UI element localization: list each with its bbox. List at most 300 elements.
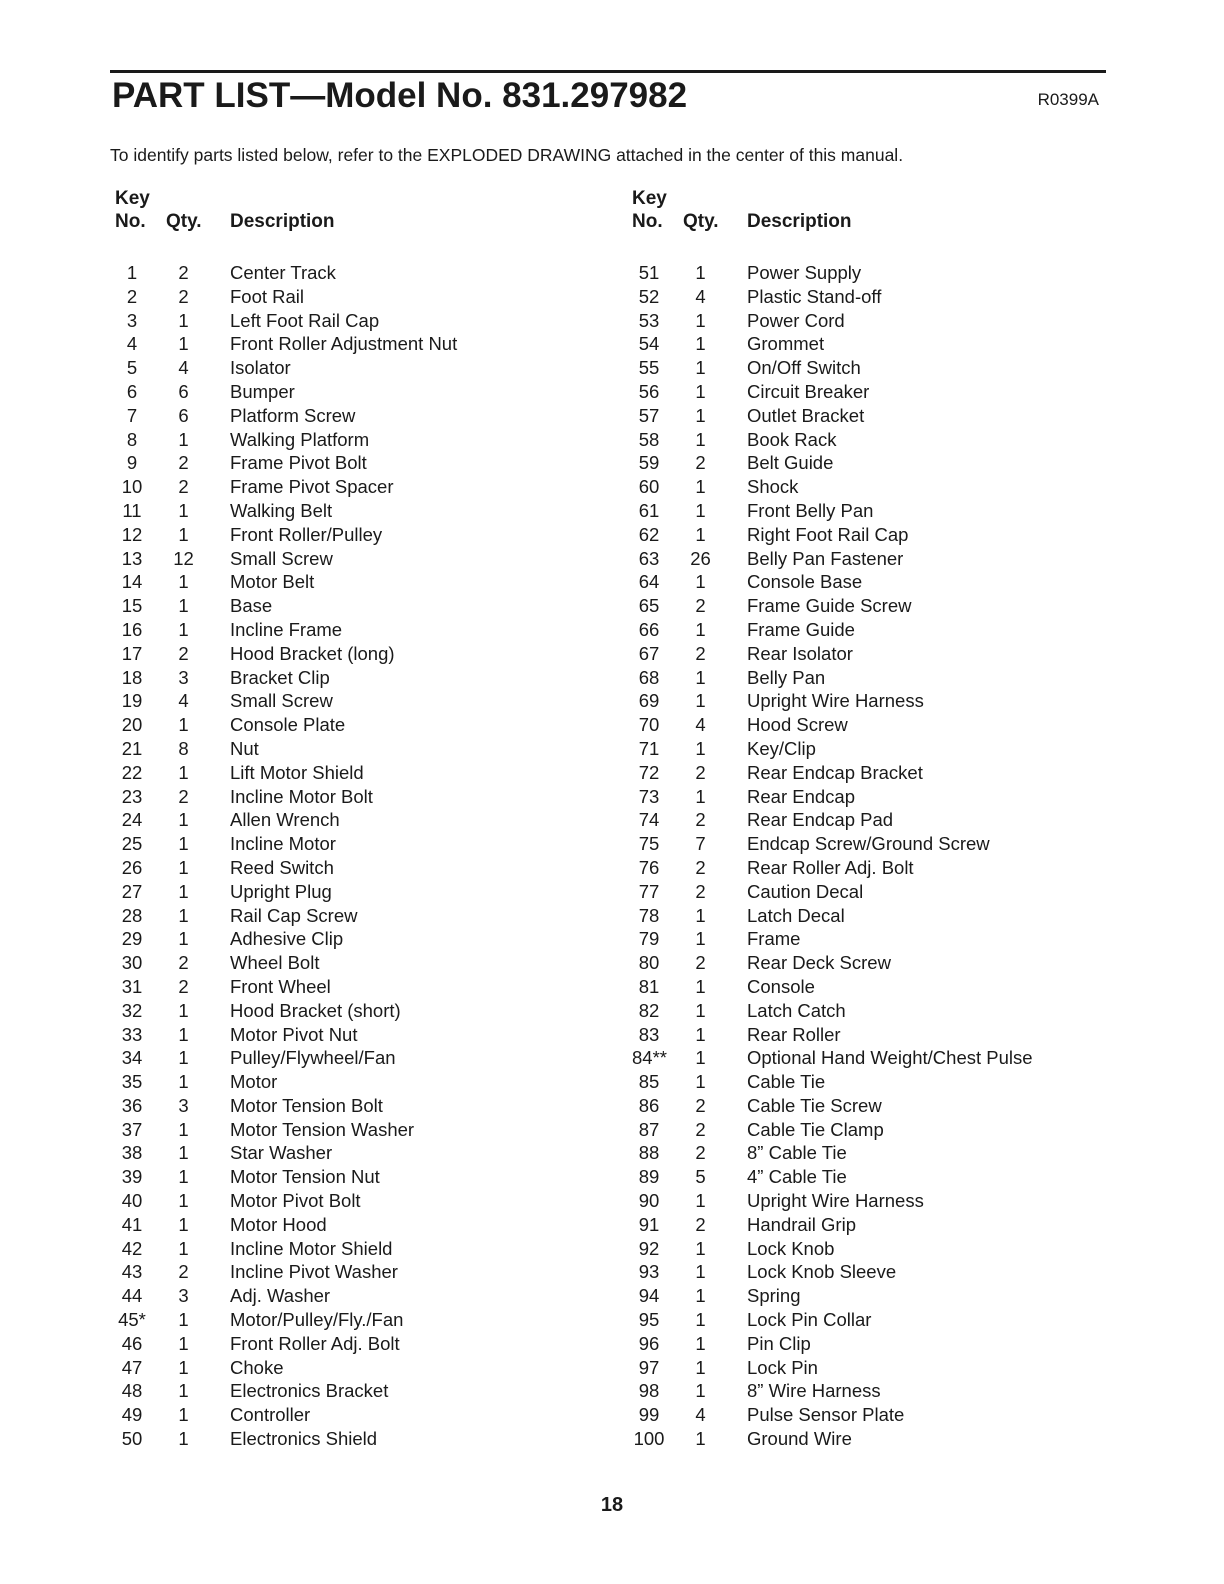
part-key-number: 67 — [638, 642, 660, 664]
part-description: Right Foot Rail Cap — [747, 523, 909, 545]
part-quantity: 1 — [695, 1332, 706, 1354]
part-key-number: 13 — [121, 547, 143, 569]
part-description: Incline Motor Shield — [230, 1237, 393, 1259]
part-description: Allen Wrench — [230, 809, 340, 831]
part-quantity: 1 — [178, 618, 189, 640]
part-description: Front Roller Adjustment Nut — [230, 333, 458, 355]
part-key-number: 91 — [638, 1213, 660, 1235]
part-quantity: 1 — [178, 928, 189, 950]
part-key-number: 63 — [638, 547, 660, 569]
part-key-number: 59 — [638, 452, 660, 474]
part-quantity: 1 — [695, 571, 706, 593]
part-key-number: 21 — [121, 737, 143, 759]
part-quantity: 1 — [178, 904, 189, 926]
part-quantity: 1 — [695, 262, 706, 283]
part-key-number: 72 — [638, 761, 660, 783]
part-description: Cable Tie Screw — [747, 1094, 882, 1116]
part-quantity: 1 — [695, 785, 706, 807]
part-description: Upright Wire Harness — [747, 1190, 924, 1212]
part-key-number: 39 — [121, 1166, 143, 1188]
part-key-number: 41 — [121, 1213, 143, 1235]
part-key-number: 33 — [121, 1023, 143, 1045]
part-quantity: 1 — [178, 1404, 189, 1426]
part-description: Frame Pivot Spacer — [230, 476, 394, 498]
part-description: Front Wheel — [230, 975, 331, 997]
part-key-number: 49 — [121, 1404, 143, 1426]
header-qty: Qty. — [166, 211, 202, 232]
part-key-number: 64 — [638, 571, 660, 593]
part-quantity: 12 — [173, 547, 194, 569]
part-quantity: 1 — [695, 666, 706, 688]
part-key-number: 45* — [118, 1309, 146, 1331]
part-description: Small Screw — [230, 547, 333, 569]
part-description: Upright Wire Harness — [747, 690, 924, 712]
part-description: Incline Motor — [230, 833, 336, 855]
part-description: Motor Hood — [230, 1213, 327, 1235]
part-description: Wheel Bolt — [230, 952, 320, 974]
part-quantity: 1 — [178, 999, 189, 1021]
part-quantity: 1 — [178, 833, 189, 855]
part-key-number: 16 — [121, 618, 143, 640]
part-key-number: 53 — [638, 309, 660, 331]
part-description: Outlet Bracket — [747, 404, 865, 426]
part-description: Spring — [747, 1285, 801, 1307]
part-quantity: 1 — [178, 714, 189, 736]
part-key-number: 22 — [121, 761, 143, 783]
part-description: Nut — [230, 737, 259, 759]
part-quantity: 6 — [178, 380, 189, 402]
part-description: Latch Catch — [747, 999, 846, 1021]
part-description: Platform Screw — [230, 404, 356, 426]
part-key-number: 78 — [638, 904, 660, 926]
header-no: No. — [632, 211, 663, 232]
page-number: 18 — [600, 1494, 624, 1516]
part-description: Book Rack — [747, 428, 837, 450]
part-key-number: 52 — [638, 285, 660, 307]
part-description: Rear Roller Adj. Bolt — [747, 856, 914, 878]
part-key-number: 74 — [638, 809, 660, 831]
part-key-number: 86 — [638, 1094, 660, 1116]
part-description: Upright Plug — [230, 880, 332, 902]
part-key-number: 31 — [121, 975, 143, 997]
part-description: Hood Bracket (long) — [230, 642, 395, 664]
part-description: Motor Pivot Bolt — [230, 1190, 361, 1212]
part-quantity: 1 — [178, 761, 189, 783]
part-key-number: 37 — [121, 1118, 143, 1140]
part-key-number: 10 — [121, 476, 143, 498]
part-quantity: 2 — [178, 476, 189, 498]
part-description: 8” Wire Harness — [747, 1380, 881, 1402]
part-quantity: 1 — [178, 1380, 189, 1402]
part-key-number: 97 — [638, 1356, 660, 1378]
part-quantity: 1 — [695, 975, 706, 997]
part-key-number: 76 — [638, 856, 660, 878]
part-description: Endcap Screw/Ground Screw — [747, 833, 990, 855]
part-key-number: 11 — [122, 499, 142, 521]
intro-text: To identify parts listed below, refer to the EXPLODED DRAWING attached in the center of this manual. — [110, 145, 904, 165]
part-key-number: 77 — [638, 880, 660, 902]
part-description: Left Foot Rail Cap — [230, 309, 380, 331]
part-description: Belly Pan — [747, 666, 826, 688]
part-key-number: 61 — [638, 499, 660, 521]
part-key-number: 2 — [126, 285, 138, 307]
part-description: Rear Deck Screw — [747, 952, 891, 974]
part-quantity: 1 — [695, 523, 706, 545]
part-quantity: 1 — [178, 809, 189, 831]
part-key-number: 80 — [638, 952, 660, 974]
part-description: Front Roller Adj. Bolt — [230, 1332, 400, 1354]
part-quantity: 1 — [178, 595, 189, 617]
part-key-number: 90 — [638, 1190, 660, 1212]
part-key-number: 29 — [121, 928, 143, 950]
part-key-number: 68 — [638, 666, 660, 688]
part-key-number: 20 — [121, 714, 143, 736]
part-key-number: 12 — [121, 523, 143, 545]
part-description: Belly Pan Fastener — [747, 547, 904, 569]
part-quantity: 2 — [178, 285, 189, 307]
part-description: Console — [747, 975, 815, 997]
part-quantity: 3 — [178, 1285, 189, 1307]
part-quantity: 1 — [178, 1023, 189, 1045]
part-description: Cable Tie Clamp — [747, 1118, 884, 1140]
part-description: Rail Cap Screw — [230, 904, 358, 926]
part-key-number: 79 — [638, 928, 660, 950]
part-key-number: 51 — [638, 262, 660, 283]
part-quantity: 4 — [695, 285, 706, 307]
part-quantity: 2 — [695, 1118, 706, 1140]
part-quantity: 2 — [695, 595, 706, 617]
part-key-number: 69 — [638, 690, 660, 712]
part-description: Motor Tension Washer — [230, 1118, 415, 1140]
part-description: Bracket Clip — [230, 666, 330, 688]
part-description: Front Roller/Pulley — [230, 523, 383, 545]
part-quantity: 1 — [695, 1356, 706, 1378]
part-description: 4” Cable Tie — [747, 1166, 847, 1188]
part-description: Motor Tension Bolt — [230, 1094, 383, 1116]
part-quantity: 1 — [695, 1428, 706, 1450]
part-quantity: 1 — [178, 1213, 189, 1235]
part-description: Motor/Pulley/Fly./Fan — [230, 1309, 404, 1331]
part-description: Choke — [230, 1356, 284, 1378]
part-description: Power Supply — [747, 262, 862, 283]
part-description: Motor — [230, 1071, 278, 1093]
part-key-number: 19 — [121, 690, 143, 712]
part-description: Star Washer — [230, 1142, 333, 1164]
part-quantity: 2 — [695, 1142, 706, 1164]
header-no: No. — [115, 211, 146, 232]
part-key-number: 32 — [121, 999, 143, 1021]
part-description: Caution Decal — [747, 880, 864, 902]
part-description: Grommet — [747, 333, 825, 355]
part-key-number: 14 — [121, 571, 143, 593]
part-key-number: 56 — [638, 380, 660, 402]
part-description: Lock Pin — [747, 1356, 818, 1378]
part-quantity: 2 — [178, 975, 189, 997]
part-quantity: 3 — [178, 666, 189, 688]
part-quantity: 1 — [695, 904, 706, 926]
part-description: Reed Switch — [230, 856, 334, 878]
part-quantity: 5 — [695, 1166, 706, 1188]
part-quantity: 1 — [695, 928, 706, 950]
part-quantity: 2 — [695, 761, 706, 783]
part-quantity: 1 — [695, 1237, 706, 1259]
part-quantity: 1 — [695, 690, 706, 712]
part-key-number: 3 — [126, 309, 138, 331]
part-quantity: 1 — [178, 1309, 189, 1331]
part-key-number: 48 — [121, 1380, 143, 1402]
part-description: Power Cord — [747, 309, 845, 331]
part-quantity: 4 — [695, 714, 706, 736]
part-description: Lift Motor Shield — [230, 761, 364, 783]
part-quantity: 4 — [178, 690, 189, 712]
part-key-number: 82 — [638, 999, 660, 1021]
part-key-number: 89 — [638, 1166, 660, 1188]
part-description: Motor Pivot Nut — [230, 1023, 358, 1045]
part-quantity: 1 — [178, 523, 189, 545]
part-quantity: 1 — [178, 856, 189, 878]
part-quantity: 1 — [695, 1023, 706, 1045]
part-key-number: 73 — [638, 785, 660, 807]
part-quantity: 1 — [178, 428, 189, 450]
part-key-number: 88 — [638, 1142, 660, 1164]
part-key-number: 71 — [638, 737, 660, 759]
part-description: Adj. Washer — [230, 1285, 331, 1307]
part-key-number: 5 — [126, 357, 138, 379]
part-key-number: 1 — [126, 262, 138, 283]
part-key-number: 36 — [121, 1094, 143, 1116]
part-quantity: 1 — [695, 1261, 706, 1283]
header-description: Description — [230, 211, 335, 232]
part-key-number: 75 — [638, 833, 660, 855]
part-quantity: 3 — [178, 1094, 189, 1116]
part-quantity: 1 — [695, 1380, 706, 1402]
part-key-number: 40 — [121, 1190, 143, 1212]
part-quantity: 2 — [695, 1094, 706, 1116]
part-quantity: 1 — [178, 1356, 189, 1378]
part-description: Lock Pin Collar — [747, 1309, 872, 1331]
part-quantity: 2 — [178, 952, 189, 974]
part-quantity: 1 — [695, 333, 706, 355]
part-description: Rear Endcap Pad — [747, 809, 894, 831]
part-quantity: 2 — [178, 642, 189, 664]
part-description: Lock Knob Sleeve — [747, 1261, 897, 1283]
part-key-number: 47 — [121, 1356, 143, 1378]
part-quantity: 7 — [695, 833, 706, 855]
part-key-number: 30 — [121, 952, 143, 974]
part-quantity: 2 — [695, 642, 706, 664]
part-key-number: 4 — [126, 333, 138, 355]
part-key-number: 85 — [638, 1071, 660, 1093]
part-quantity: 1 — [695, 1285, 706, 1307]
header-description: Description — [747, 211, 852, 232]
part-key-number: 83 — [638, 1023, 660, 1045]
part-quantity: 1 — [695, 404, 706, 426]
part-description: Walking Belt — [230, 499, 333, 521]
part-key-number: 98 — [638, 1380, 660, 1402]
part-key-number: 65 — [638, 595, 660, 617]
part-description: Hood Bracket (short) — [230, 999, 401, 1021]
part-key-number: 6 — [126, 380, 138, 402]
document-code: R0399A — [1037, 90, 1099, 109]
part-quantity: 6 — [178, 404, 189, 426]
part-key-number: 54 — [638, 333, 660, 355]
part-key-number: 99 — [638, 1404, 660, 1426]
part-quantity: 1 — [178, 1118, 189, 1140]
part-description: Console Base — [747, 571, 863, 593]
part-quantity: 1 — [695, 476, 706, 498]
part-quantity: 1 — [178, 1166, 189, 1188]
part-quantity: 1 — [695, 1071, 706, 1093]
part-key-number: 66 — [638, 618, 660, 640]
part-key-number: 44 — [121, 1285, 143, 1307]
part-description: Walking Platform — [230, 428, 370, 450]
header-qty: Qty. — [683, 211, 719, 232]
header-key: Key — [632, 188, 667, 209]
part-description: Center Track — [230, 262, 336, 283]
part-description: Plastic Stand-off — [747, 285, 882, 307]
part-key-number: 81 — [638, 975, 660, 997]
part-description: Shock — [747, 476, 799, 498]
part-description: Pin Clip — [747, 1332, 811, 1354]
part-description: Pulse Sensor Plate — [747, 1404, 905, 1426]
part-description: Electronics Bracket — [230, 1380, 389, 1402]
part-description: Adhesive Clip — [230, 928, 344, 950]
part-key-number: 60 — [638, 476, 660, 498]
part-quantity: 1 — [178, 1071, 189, 1093]
part-quantity: 1 — [695, 1190, 706, 1212]
part-description: Rear Isolator — [747, 642, 853, 664]
part-key-number: 95 — [638, 1309, 660, 1331]
part-description: Lock Knob — [747, 1237, 835, 1259]
part-quantity: 2 — [695, 952, 706, 974]
part-key-number: 7 — [126, 404, 138, 426]
part-quantity: 1 — [695, 499, 706, 521]
part-key-number: 34 — [121, 1047, 143, 1069]
part-quantity: 1 — [695, 1047, 706, 1069]
part-key-number: 8 — [126, 428, 138, 450]
part-description: 8” Cable Tie — [747, 1142, 847, 1164]
part-key-number: 9 — [126, 452, 138, 474]
part-description: Ground Wire — [747, 1428, 852, 1450]
part-key-number: 84** — [632, 1047, 667, 1069]
part-description: Cable Tie — [747, 1071, 826, 1093]
part-quantity: 2 — [178, 1261, 189, 1283]
part-key-number: 35 — [121, 1071, 143, 1093]
part-quantity: 1 — [178, 499, 189, 521]
part-description: Front Belly Pan — [747, 499, 874, 521]
part-key-number: 15 — [121, 595, 143, 617]
part-description: Electronics Shield — [230, 1428, 378, 1450]
part-quantity: 4 — [695, 1404, 706, 1426]
part-key-number: 55 — [638, 357, 660, 379]
part-quantity: 1 — [695, 999, 706, 1021]
part-key-number: 23 — [121, 785, 143, 807]
part-description: Incline Motor Bolt — [230, 785, 373, 807]
part-description: Optional Hand Weight/Chest Pulse — [747, 1047, 1033, 1069]
part-description: Handrail Grip — [747, 1213, 856, 1235]
part-quantity: 2 — [695, 856, 706, 878]
part-quantity: 26 — [690, 547, 711, 569]
part-key-number: 26 — [121, 856, 143, 878]
part-key-number: 58 — [638, 428, 660, 450]
part-key-number: 25 — [121, 833, 143, 855]
part-key-number: 28 — [121, 904, 143, 926]
part-quantity: 1 — [178, 1047, 189, 1069]
part-quantity: 1 — [695, 357, 706, 379]
part-quantity: 4 — [178, 357, 189, 379]
part-key-number: 87 — [638, 1118, 660, 1140]
part-description: Frame Pivot Bolt — [230, 452, 367, 474]
part-quantity: 8 — [178, 737, 189, 759]
part-quantity: 2 — [178, 452, 189, 474]
part-description: Motor Tension Nut — [230, 1166, 380, 1188]
part-description: Rear Roller — [747, 1023, 841, 1045]
part-quantity: 2 — [178, 262, 189, 283]
part-description: On/Off Switch — [747, 357, 861, 379]
part-description: Rear Endcap Bracket — [747, 761, 923, 783]
part-key-number: 27 — [121, 880, 143, 902]
part-key-number: 24 — [121, 809, 143, 831]
part-key-number: 18 — [121, 666, 143, 688]
part-key-number: 38 — [121, 1142, 143, 1164]
part-key-number: 42 — [121, 1237, 143, 1259]
part-description: Frame Guide Screw — [747, 595, 912, 617]
part-description: Foot Rail — [230, 285, 305, 307]
part-description: Isolator — [230, 357, 291, 379]
part-key-number: 50 — [121, 1428, 143, 1450]
part-quantity: 1 — [178, 1237, 189, 1259]
part-description: Rear Endcap — [747, 785, 855, 807]
part-description: Circuit Breaker — [747, 380, 870, 402]
part-description: Pulley/Flywheel/Fan — [230, 1047, 396, 1069]
part-quantity: 1 — [178, 1190, 189, 1212]
part-key-number: 100 — [633, 1428, 665, 1450]
part-quantity: 2 — [178, 785, 189, 807]
part-description: Incline Pivot Washer — [230, 1261, 398, 1283]
part-quantity: 1 — [178, 1142, 189, 1164]
part-description: Hood Screw — [747, 714, 848, 736]
header-key: Key — [115, 188, 150, 209]
part-quantity: 1 — [695, 618, 706, 640]
part-description: Console Plate — [230, 714, 346, 736]
part-quantity: 1 — [178, 880, 189, 902]
part-quantity: 1 — [178, 333, 189, 355]
part-quantity: 2 — [695, 1213, 706, 1235]
part-description: Controller — [230, 1404, 311, 1426]
part-description: Frame Guide — [747, 618, 855, 640]
part-key-number: 17 — [121, 642, 143, 664]
part-quantity: 1 — [695, 737, 706, 759]
part-description: Motor Belt — [230, 571, 315, 593]
part-description: Latch Decal — [747, 904, 845, 926]
part-quantity: 2 — [695, 809, 706, 831]
part-description: Bumper — [230, 380, 295, 402]
part-quantity: 2 — [695, 452, 706, 474]
part-quantity: 1 — [178, 571, 189, 593]
title-rule — [110, 70, 1106, 73]
part-key-number: 62 — [638, 523, 660, 545]
part-key-number: 93 — [638, 1261, 660, 1283]
part-quantity: 1 — [695, 1309, 706, 1331]
part-quantity: 2 — [695, 880, 706, 902]
part-description: Small Screw — [230, 690, 333, 712]
part-description: Belt Guide — [747, 452, 834, 474]
part-quantity: 1 — [695, 428, 706, 450]
page-title: PART LIST—Model No. 831.297982 — [112, 76, 688, 115]
part-quantity: 1 — [178, 1332, 189, 1354]
part-key-number: 96 — [638, 1332, 660, 1354]
part-quantity: 1 — [695, 380, 706, 402]
